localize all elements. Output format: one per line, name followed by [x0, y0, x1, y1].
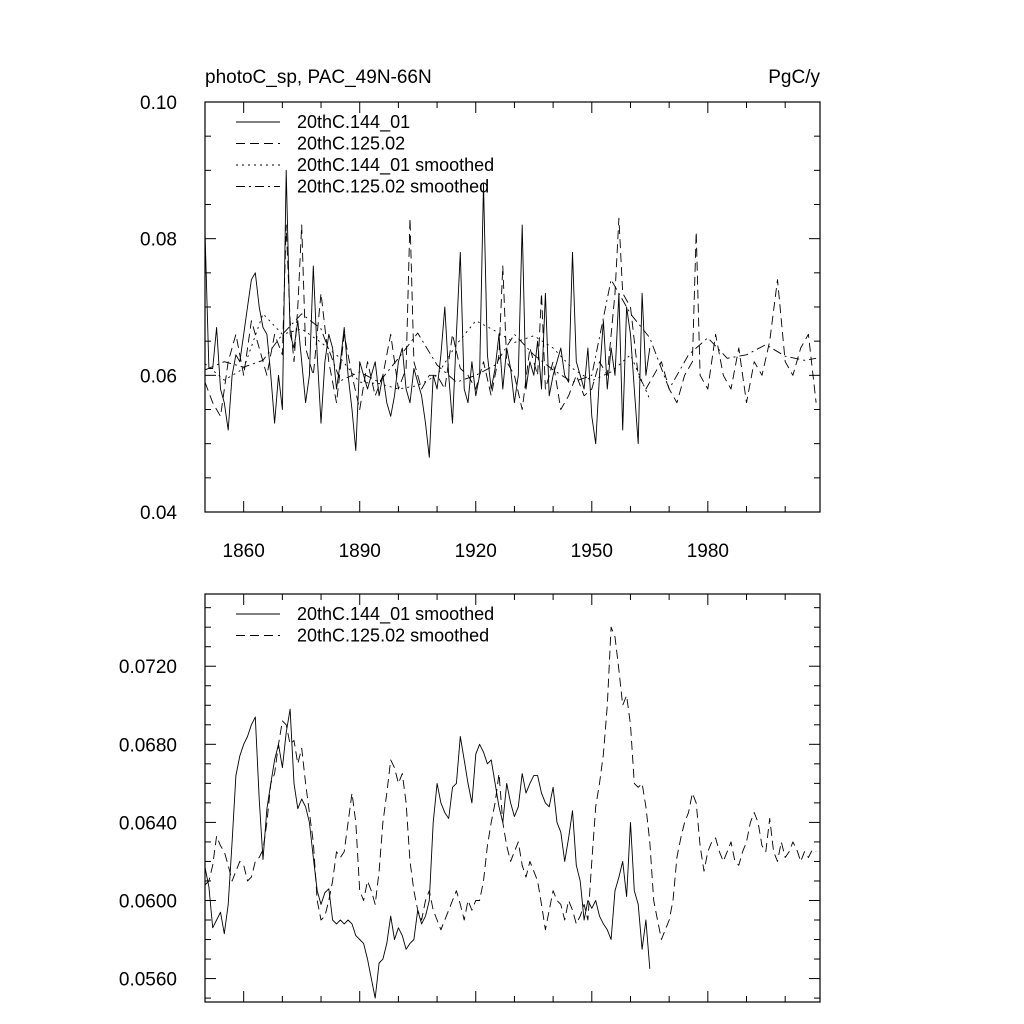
bottom-y-tick-label: 0.0720	[118, 657, 177, 679]
top-series-line-1	[205, 170, 650, 457]
bottom-series-line-1	[205, 709, 650, 998]
top-series-line-4	[205, 280, 816, 389]
bottom-legend	[236, 604, 494, 646]
top-legend-label: 20thC.144_01 smoothed	[297, 155, 495, 175]
top-y-tick-label: 0.08	[140, 229, 177, 251]
bottom-y-tick-label: 0.0640	[118, 813, 177, 835]
top-y-tick-label: 0.10	[140, 93, 177, 114]
top-series-line-2	[205, 218, 816, 416]
top-y-tick-label: 0.04	[140, 503, 177, 524]
bottom-y-tick-label: 0.0680	[118, 735, 177, 757]
top-series-group	[205, 170, 816, 457]
bottom-panel	[119, 594, 820, 1002]
top-x-tick-label: 1950	[570, 541, 613, 562]
top-legend-label: 20thC.125.02	[297, 133, 406, 154]
top-x-tick-label: 1920	[454, 541, 497, 562]
top-legend-label: 20thC.125.02 smoothed	[297, 176, 490, 197]
top-plot-area	[140, 93, 820, 562]
top-chart-units: PgC/y	[768, 67, 820, 88]
bottom-y-tick-label: 0.0560	[118, 969, 177, 991]
bottom-plot-frame	[205, 594, 820, 1002]
top-chart-title: photoC_sp, PAC_49N-66N	[205, 67, 432, 88]
bottom-series-group	[205, 627, 816, 998]
bottom-legend-label: 20thC.144_01 smoothed	[297, 604, 495, 624]
bottom-legend-label: 20thC.125.02 smoothed	[297, 625, 490, 646]
bottom-x-ticks	[205, 594, 785, 1002]
top-x-tick-label: 1980	[686, 541, 729, 562]
top-panel	[140, 67, 820, 562]
bottom-plot-area	[119, 594, 820, 1002]
top-y-tick-label: 0.06	[140, 366, 177, 388]
bottom-series-line-2	[205, 627, 816, 939]
top-legend	[236, 112, 494, 197]
top-x-tick-label: 1860	[222, 541, 265, 562]
bottom-y-tick-label: 0.0600	[118, 891, 177, 913]
top-x-tick-label: 1890	[338, 541, 381, 562]
top-legend-label: 20thC.144_01	[297, 112, 411, 132]
